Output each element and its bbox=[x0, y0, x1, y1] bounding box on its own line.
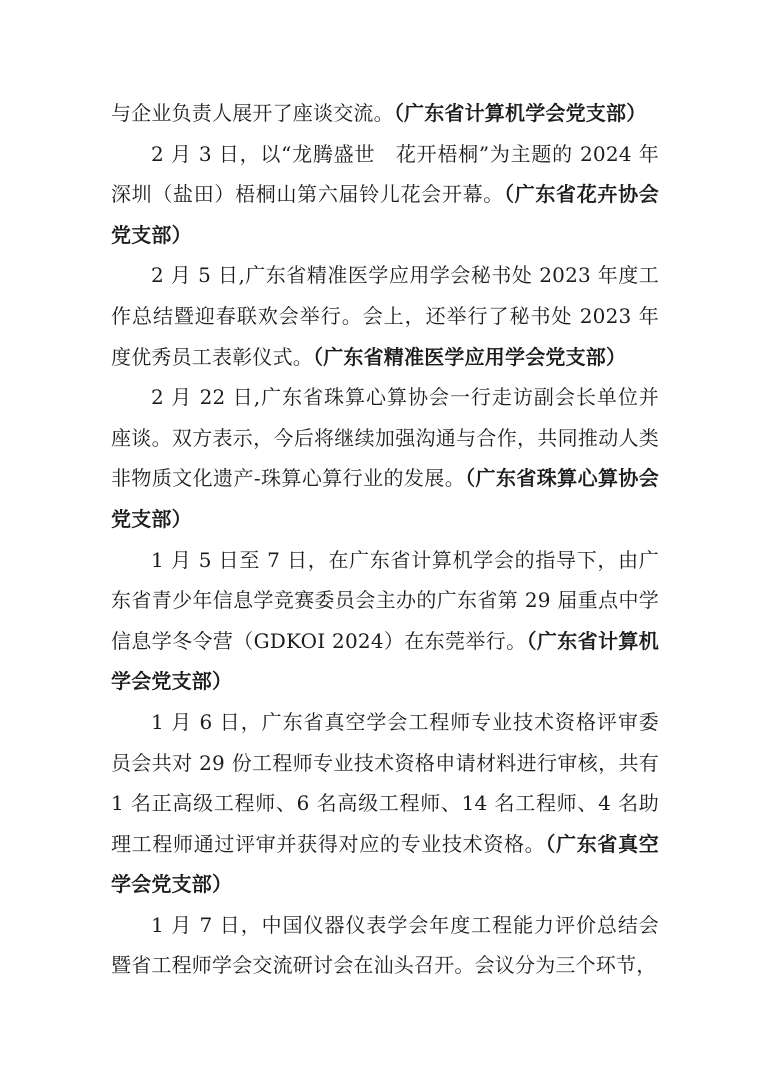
text-run: 1 月 6 日，广东省真空学会工程师专业技术资格评审委员会共对 29 份工程师专业技术资格申请材料进行审核，共有 1 名正高级工程师、6 名高级工程师、14 名工程师、4 名助理工程师通过评审并获得对应的专业技术资格。 bbox=[111, 709, 659, 856]
text-run: 2 月 22 日,广东省珠算心算协会一行走访副会长单位并座谈。双方表示，今后将继续加强沟通与合作，共同推动人类非物质文化遗产-珠算心算行业的发展。 bbox=[111, 385, 659, 491]
text-run: 与企业负责人展开了座谈交流。 bbox=[111, 101, 394, 125]
paragraph bbox=[111, 93, 659, 134]
paragraph bbox=[111, 905, 659, 986]
paragraph bbox=[111, 540, 659, 702]
paragraph bbox=[111, 255, 659, 377]
paragraph bbox=[111, 134, 659, 256]
text-run: 1 月 5 日至 7 日，在广东省计算机学会的指导下，由广东省青少年信息学竞赛委员会主办的广东省第 29 届重点中学信息学冬令营（GDKOI 2024）在东莞举行。 bbox=[111, 547, 659, 653]
paragraph bbox=[111, 377, 659, 539]
text-run: 1 月 7 日，中国仪器仪表学会年度工程能力评价总结会暨省工程师学会交流研讨会在汕头召开。会议分为三个环节， bbox=[111, 912, 659, 978]
text-run: 2 月 3 日，以“龙腾盛世 花开梧桐”为主题的 2024 年深圳（盐田）梧桐山第六届铃儿花会开幕。 bbox=[111, 141, 659, 207]
attribution-run: （广东省精准医学应用学会党支部） bbox=[313, 344, 627, 369]
text-run: 2 月 5 日,广东省精准医学应用学会秘书处 2023 年度工作总结暨迎春联欢会举行。会上，还举行了秘书处 2023 年度优秀员工表彰仪式。 bbox=[111, 263, 659, 369]
attribution-run: （广东省珠算心算协会党支部） bbox=[111, 466, 660, 531]
attribution-run: （广东省真空学会党支部） bbox=[111, 831, 659, 897]
attribution-run: （广东省花卉协会党支部） bbox=[111, 182, 659, 247]
attribution-run: （广东省计算机学会党支部） bbox=[393, 101, 647, 125]
paragraph bbox=[111, 702, 659, 905]
attribution-run: （广东省计算机学会党支部） bbox=[111, 628, 659, 694]
document-body bbox=[111, 93, 659, 986]
